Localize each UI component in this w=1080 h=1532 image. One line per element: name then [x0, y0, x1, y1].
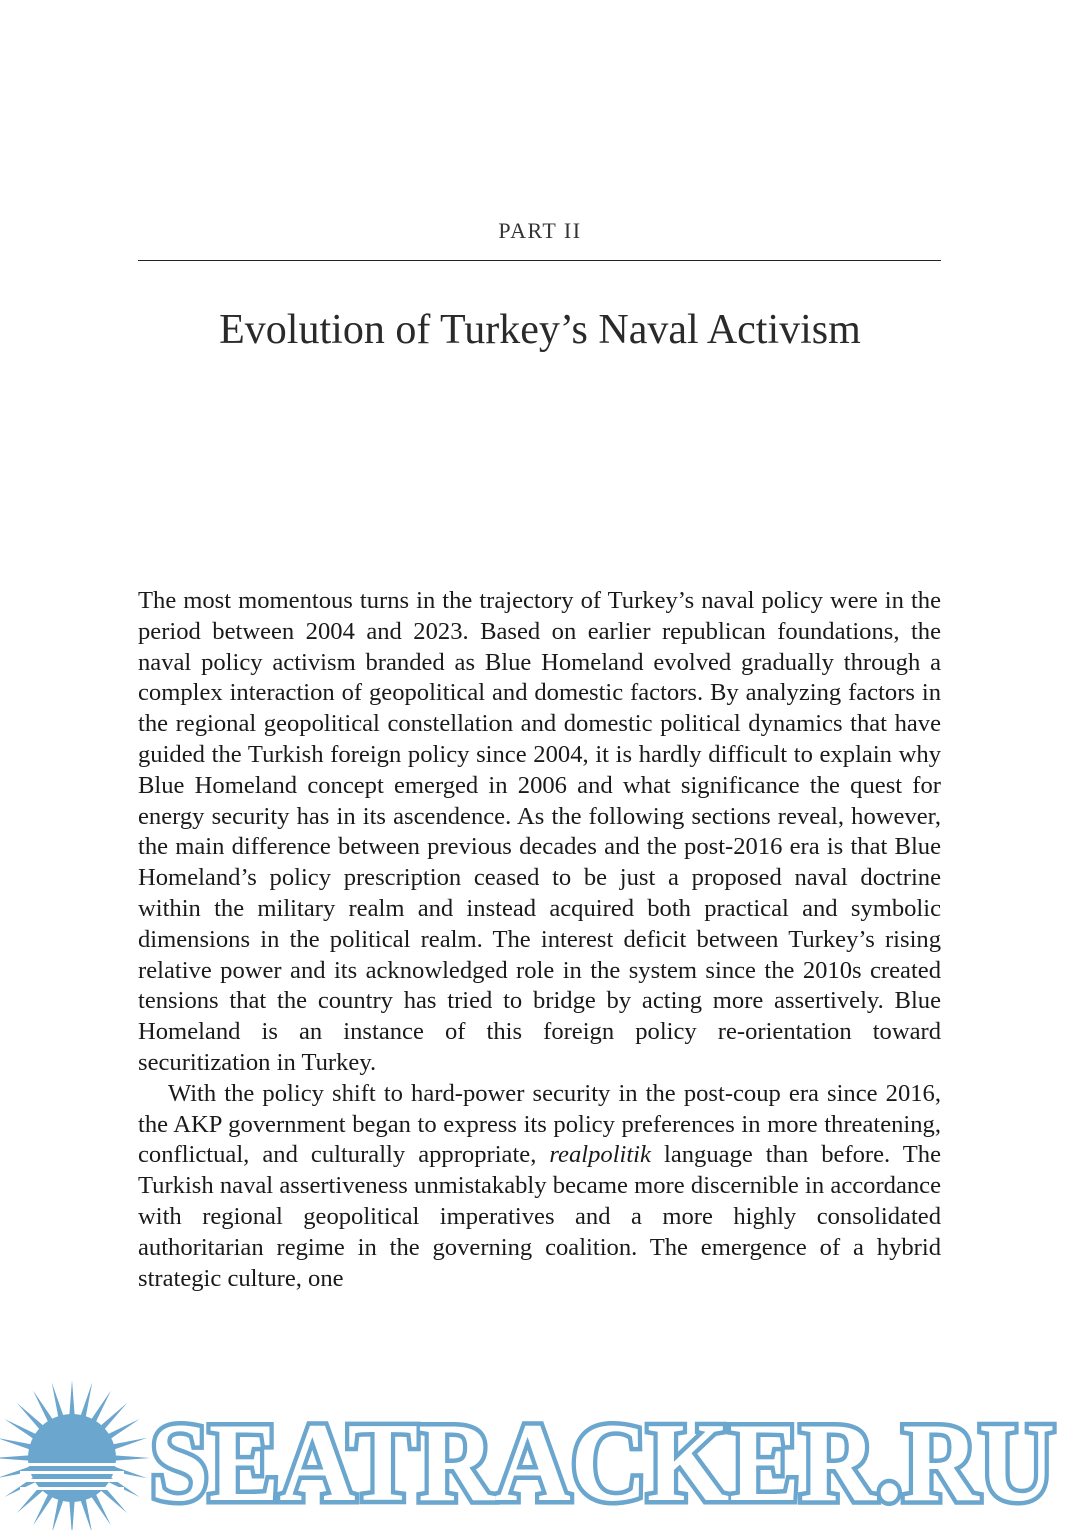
paragraph-2	[138, 1079, 941, 1295]
sun-logo-icon	[0, 1380, 150, 1530]
paragraph-2-end: language than before. The Turkish naval assertiveness unmistakably became more discernible in accordance with regional geopolitical imperatives and a more highly consolidated authoritarian regime in the governing coalition. The emergence of a hybrid strategic culture, one	[138, 1141, 941, 1292]
part-title: Evolution of Turkey’s Naval Activism	[219, 307, 861, 353]
sun-ray	[80, 1383, 93, 1421]
watermark-text: SEATRACKER.RU	[150, 1401, 1055, 1525]
italic-term: realpolitik	[549, 1141, 651, 1169]
sun-ray	[112, 1455, 150, 1461]
watermark	[0, 1370, 1080, 1530]
sun-ray	[69, 1380, 75, 1418]
body-text	[138, 586, 941, 1294]
sun-ray	[52, 1383, 65, 1421]
part-divider-rule	[138, 260, 941, 261]
part-label: PART II	[498, 218, 582, 243]
paragraph-1: The most momentous turns in the trajectory of Turkey’s naval policy were in the period between 2004 and 2023. Based on earlier republican foundations, the naval policy activism branded as Blue Homeland evolved gradually through a complex interaction of geopolitical and domestic factors. By analyzing factors in the regional geopolitical constellation and domestic political dynamics that have guided the Turkish foreign policy since 2004, it is hardly difficult to explain why Blue Homeland concept emerged in 2006 and what significance the quest for energy security has in its ascendence. As the following sections reveal, however, the main difference between previous decades and the post-2016 era is that Blue Homeland’s policy prescription ceased to be just a proposed naval doctrine within the military realm and instead acquired both practical and symbolic dimensions in the political realm. The interest deficit between Turkey’s rising relative power and its acknowledged role in the system since the 2010s created tensions that the country has tried to bridge by acting more assertively. Blue Homeland is an instance of this foreign policy re-orientation toward securitization in Turkey.	[138, 587, 941, 1076]
sun-ray	[0, 1455, 32, 1461]
paragraph-2-start: With the policy shift to hard-power security in the post-coup era since 2016, the AKP government began to express its policy preferences in more threatening, conflictual, and culturally appropriate,	[138, 1079, 941, 1169]
sun-ray	[69, 1498, 75, 1530]
sun-ray	[110, 1438, 148, 1451]
